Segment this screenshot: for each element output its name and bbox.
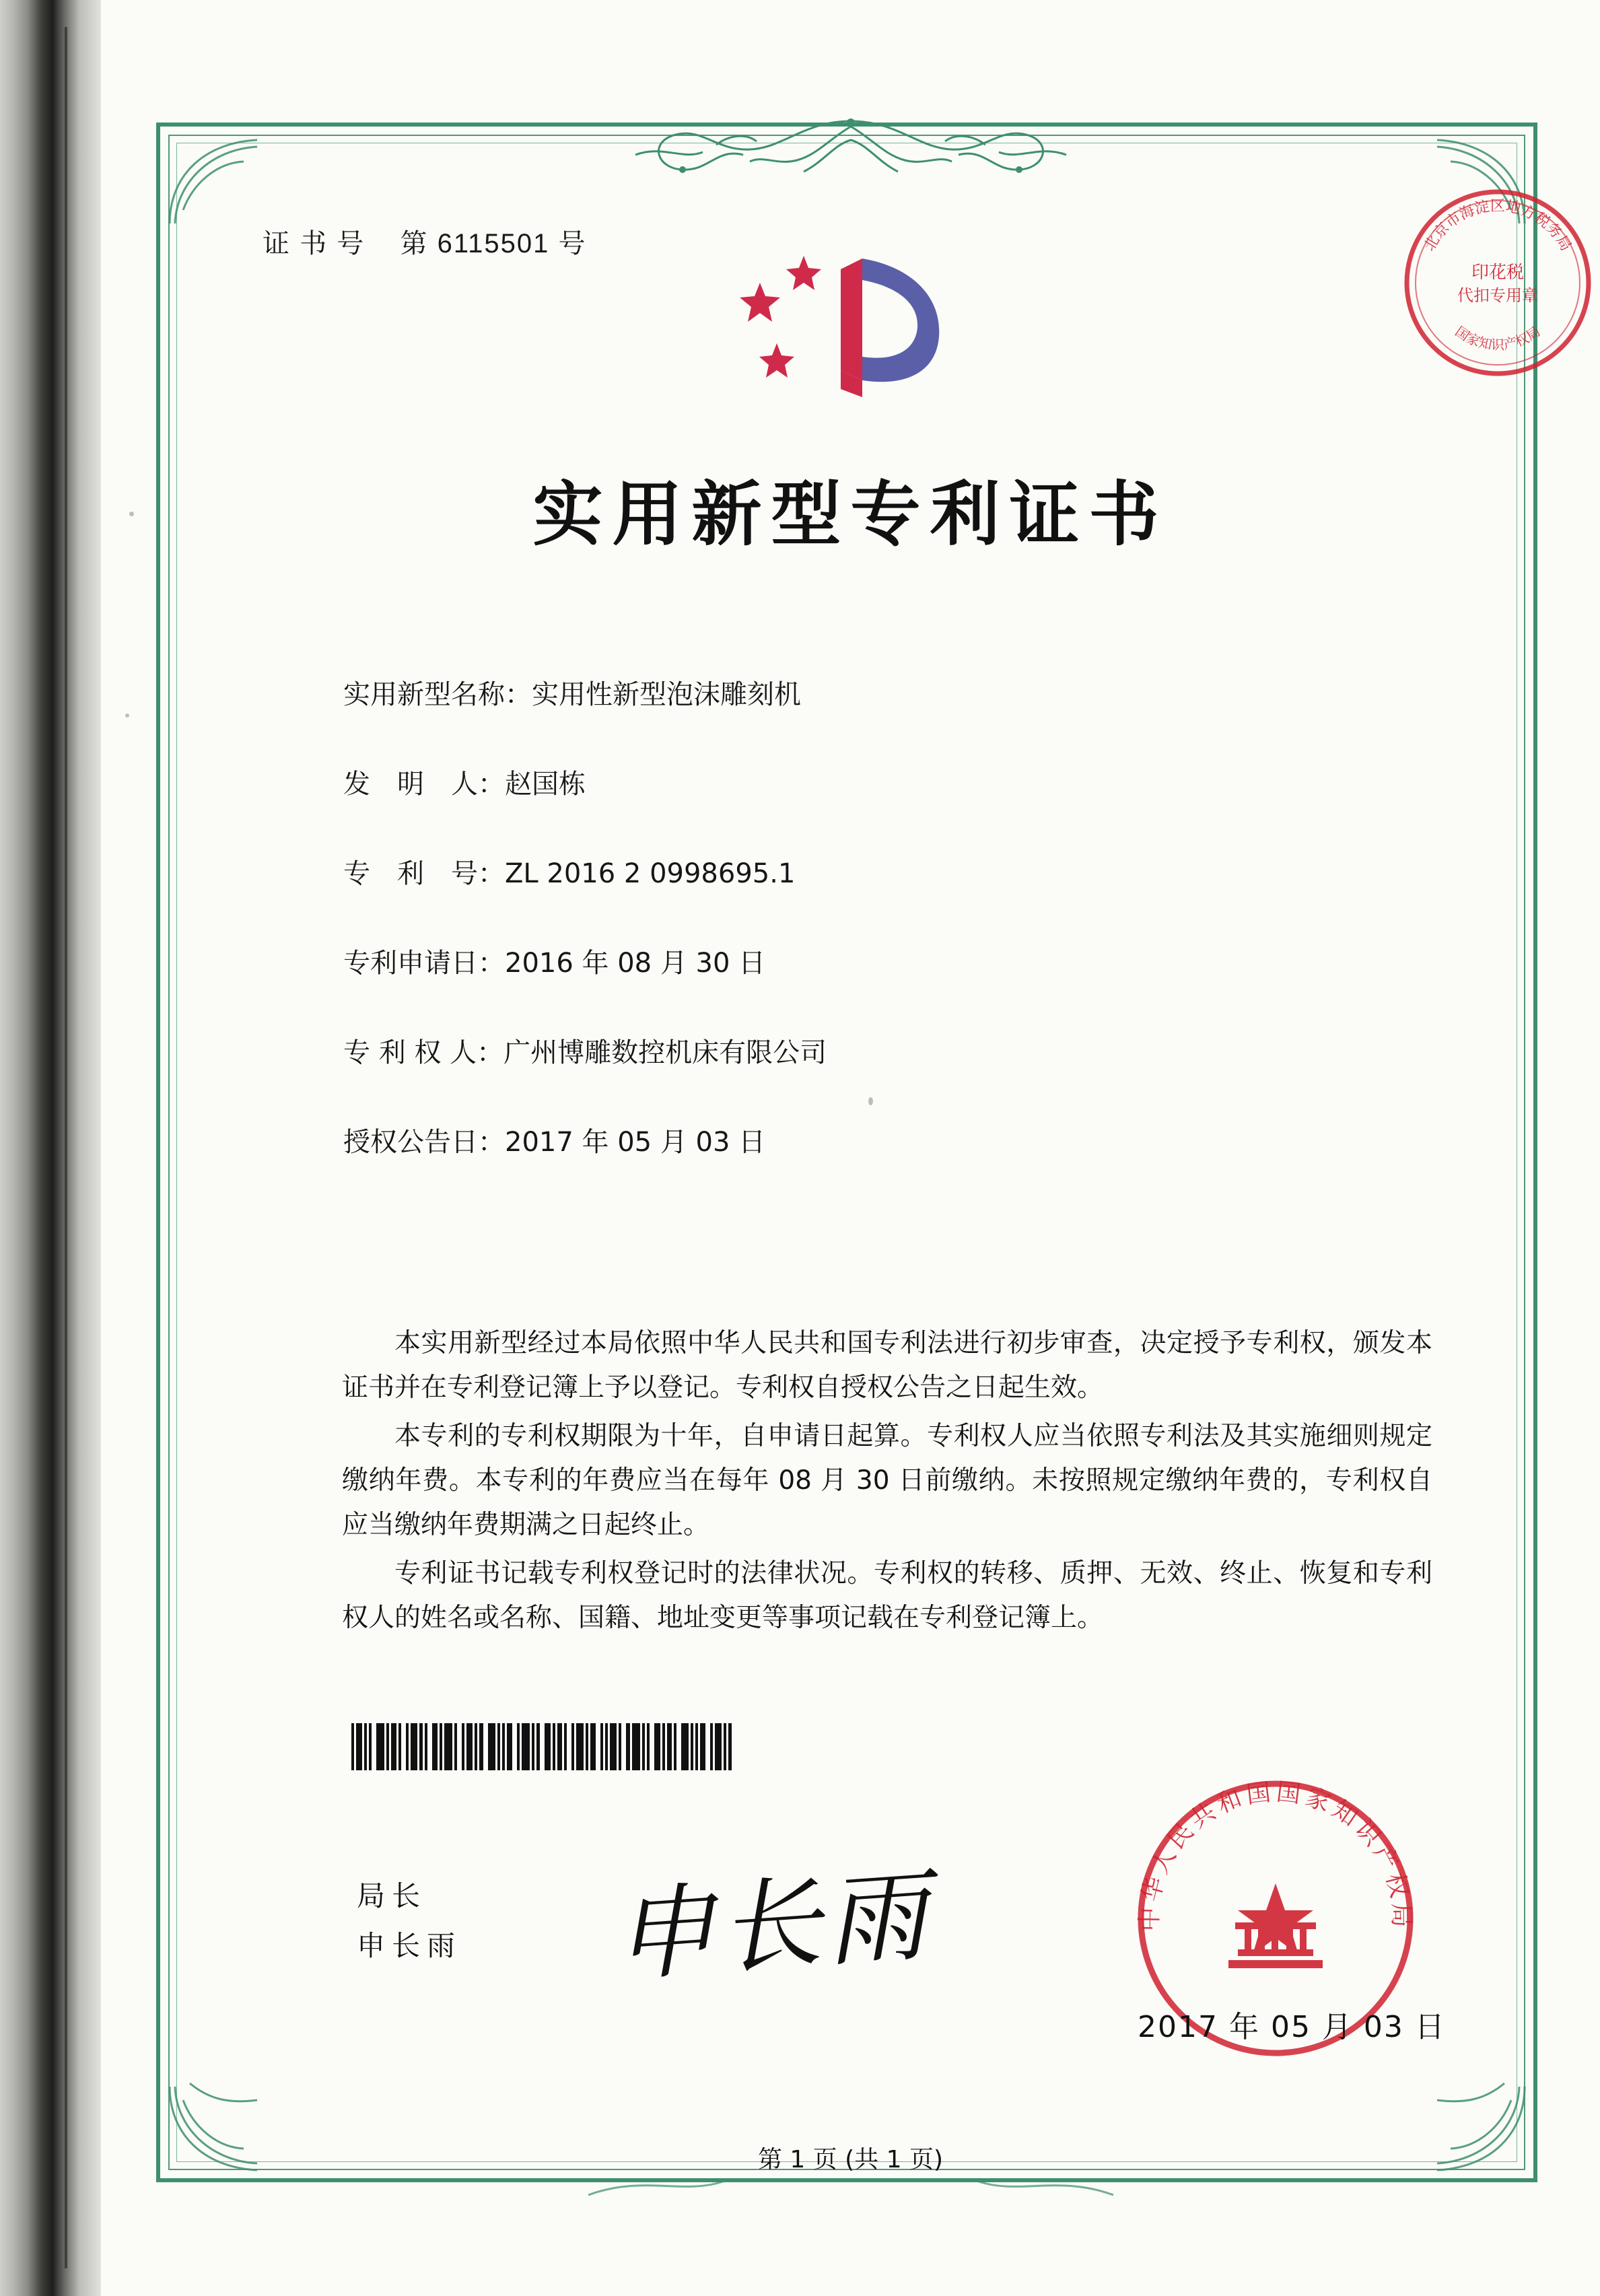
field-value: 2016 年 08 月 30 日 [505,948,766,979]
stamp-duty-seal [1400,185,1595,380]
ornament-corner-top-left-icon [163,129,284,230]
paragraph-1: 本实用新型经过本局依照中华人民共和国专利法进行初步审查，决定授予专利权，颁发本证书并在专利登记簿上予以登记。专利权自授权公告之日起生效。 [342,1328,1432,1403]
field-value: 实用性新型泡沫雕刻机 [532,679,801,710]
book-gutter-shadow [0,0,101,2296]
field-value: 2017 年 05 月 03 日 [505,1127,766,1158]
field-list [343,673,1420,1210]
cnipa-logo-icon [740,236,962,431]
field-label: 专利申请日： [343,948,505,979]
field-label: 授权公告日： [343,1127,505,1158]
field-row-utility-model-name [343,673,1420,711]
svg-text:中华人民共和国国家知识产权局: 中华人民共和国国家知识产权局 [1136,1778,1416,1932]
certificate-number-label: 证 书 号 [263,229,366,258]
signature-block [357,1871,462,1971]
field-label: 发 明 人： [343,769,505,800]
field-value: 赵国栋 [505,769,586,800]
field-row-inventor [343,763,1420,801]
director-label: 局长 [357,1879,427,1912]
page-title: 实用新型专利证书 [532,473,1169,555]
certificate-paper [101,0,1600,2296]
handwritten-signature: 申长雨 [609,1856,936,1996]
certificate-number-value: 第 6115501 号 [400,229,587,258]
ornament-top-icon [514,108,1187,188]
field-row-application-date [343,942,1420,980]
field-label: 实用新型名称： [343,679,532,710]
field-value: 广州博雕数控机床有限公司 [503,1037,827,1068]
field-row-patent-number [343,852,1420,891]
paper-speck [868,1097,873,1105]
legal-text [342,1321,1432,1644]
seal-issue-date: 2017 年 05 月 03 日 [1138,2010,1446,2044]
svg-text:国家知识产权局: 国家知识产权局 [1452,323,1543,353]
paragraph-3: 专利证书记载专利权登记时的法律状况。专利权的转移、质押、无效、终止、恢复和专利权人的姓名或名称、国籍、地址变更等事项记载在专利登记簿上。 [342,1558,1432,1633]
book-spine-line [65,27,67,2268]
paragraph-2: 本专利的专利权期限为十年，自申请日起算。专利权人应当依照专利法及其实施细则规定缴纳年费。本专利的年费应当在每年 08 月 30 日前缴纳。未按照规定缴纳年费的，专利权自应当缴纳年费期满之日起终止。 [342,1421,1432,1540]
field-row-grant-date [343,1121,1420,1159]
paper-speck [125,714,129,718]
director-name: 申长雨 [357,1929,462,1962]
field-label: 专 利 号： [343,858,505,889]
field-row-patentee [343,1031,1420,1070]
svg-text:代扣专用章: 代扣专用章 [1457,286,1538,305]
svg-text:北京市海淀区地方税务局: 北京市海淀区地方税务局 [1421,198,1574,254]
field-value: ZL 2016 2 0998695.1 [505,858,796,889]
svg-text:印花税: 印花税 [1471,263,1525,283]
barcode [351,1723,782,1770]
page-footer: 第 1 页 (共 1 页) [757,2146,944,2173]
paper-speck [129,512,134,516]
field-label: 专 利 权 人： [343,1037,504,1068]
